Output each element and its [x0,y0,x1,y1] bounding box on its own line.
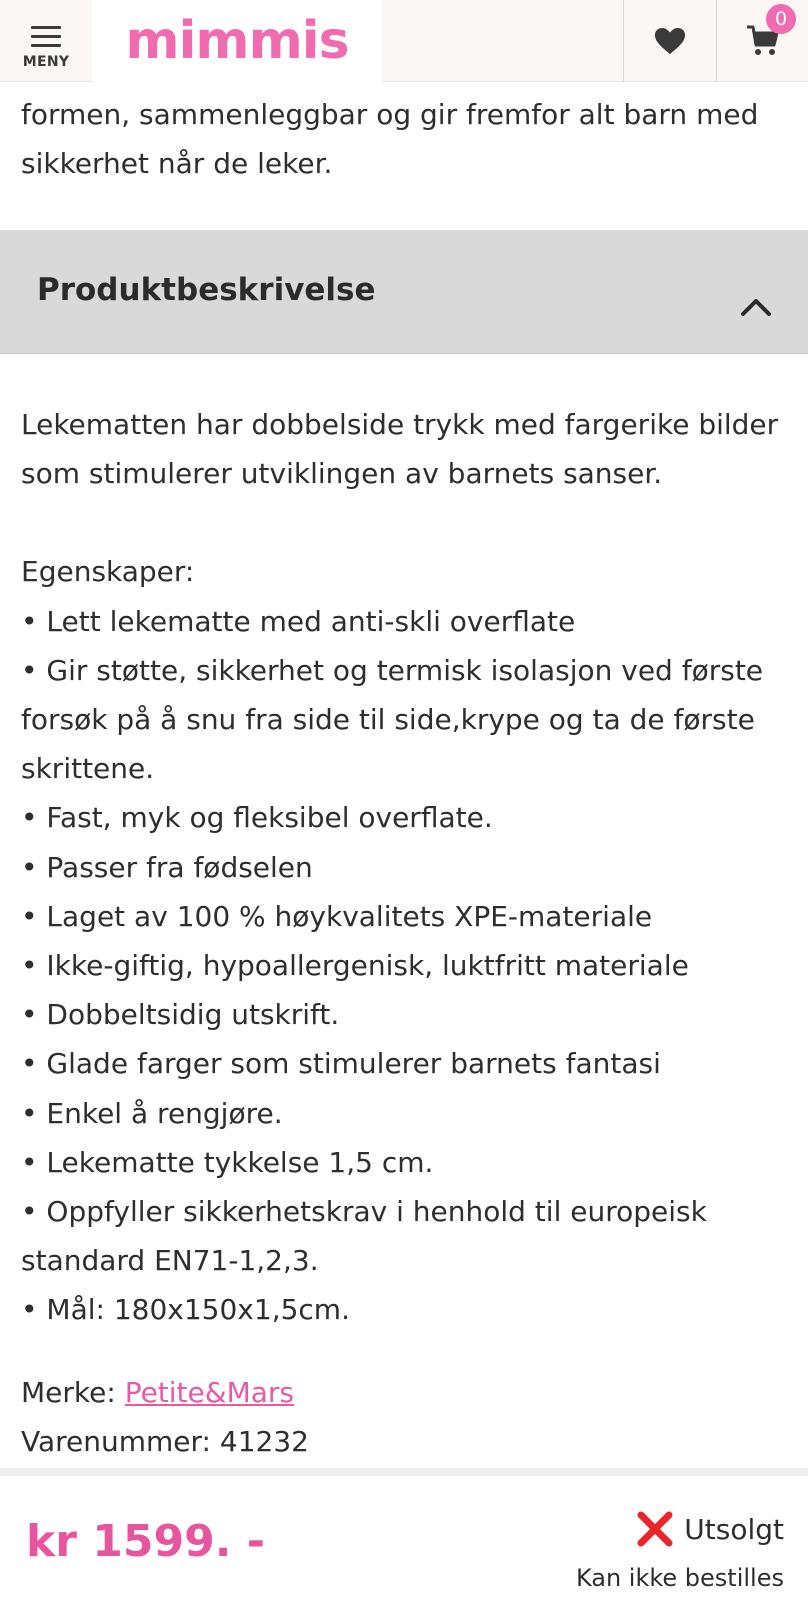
feature-item: • Lekematte tykkelse 1,5 cm. [21,1138,796,1187]
feature-item: • Glade farger som stimulerer barnets fantasi [21,1039,796,1088]
stock-status [636,1510,784,1548]
feature-item: • Passer fra fødselen [21,843,796,892]
feature-item: • Ikke-giftig, hypoallergenisk, luktfritt materiale [21,941,796,990]
description-paragraph: Lekematten har dobbelside trykk med fargerike bilder som stimulerer utviklingen av barnets sanser. [21,408,779,491]
menu-label: MENY [22,54,70,70]
feature-item: • Lett lekematte med anti-skli overflate [21,597,796,646]
features-list [21,597,796,1335]
cart-button[interactable] [716,0,808,82]
heart-icon [654,27,686,55]
sold-out-x-icon [636,1510,674,1548]
stock-note: Kan ikke bestilles [575,1564,784,1592]
feature-item: • Oppfyller sikkerhetskrav i henhold til europeisk standard EN71-1,2,3. [21,1187,796,1285]
sku-value: 41232 [219,1425,309,1458]
product-meta [21,1368,791,1466]
feature-item: • Gir støtte, sikkerhet og termisk isolasjon ved første forsøk på å snu fra side til side,krype og ta de første skrittene. [21,646,796,794]
brand-label: Merke: [21,1376,125,1409]
feature-item: • Fast, myk og fleksibel overflate. [21,793,796,842]
chevron-up-icon[interactable] [738,290,774,326]
accordion-title: Produktbeskrivelse [37,272,376,308]
feature-item: • Enkel å rengjøre. [21,1089,796,1138]
feature-item: • Mål: 180x150x1,5cm. [21,1285,796,1334]
logo-link[interactable] [92,0,382,82]
wishlist-button[interactable] [623,0,715,82]
menu-button[interactable] [0,0,92,82]
product-description [21,400,796,1335]
site-header [0,0,808,82]
brand-link[interactable]: Petite&Mars [124,1376,295,1409]
product-price: kr 1599. - [26,1516,266,1567]
sku-label: Varenummer: [21,1425,220,1458]
site-logo: mimmis [125,11,349,71]
product-description-accordion-header[interactable] [0,230,808,354]
intro-text: formen, sammenleggbar og gir fremfor alt barn med sikkerhet når de leker. [21,98,759,180]
sku-line [21,1417,791,1466]
cart-count-badge: 0 [766,4,796,34]
features-heading: Egenskaper: [21,555,195,589]
purchase-bar [0,1468,808,1600]
brand-line [21,1368,791,1417]
feature-item: • Laget av 100 % høykvalitets XPE-materiale [21,892,796,941]
feature-item: • Dobbeltsidig utskrift. [21,990,796,1039]
stock-status-label: Utsolgt [684,1512,784,1546]
hamburger-icon [31,26,61,48]
